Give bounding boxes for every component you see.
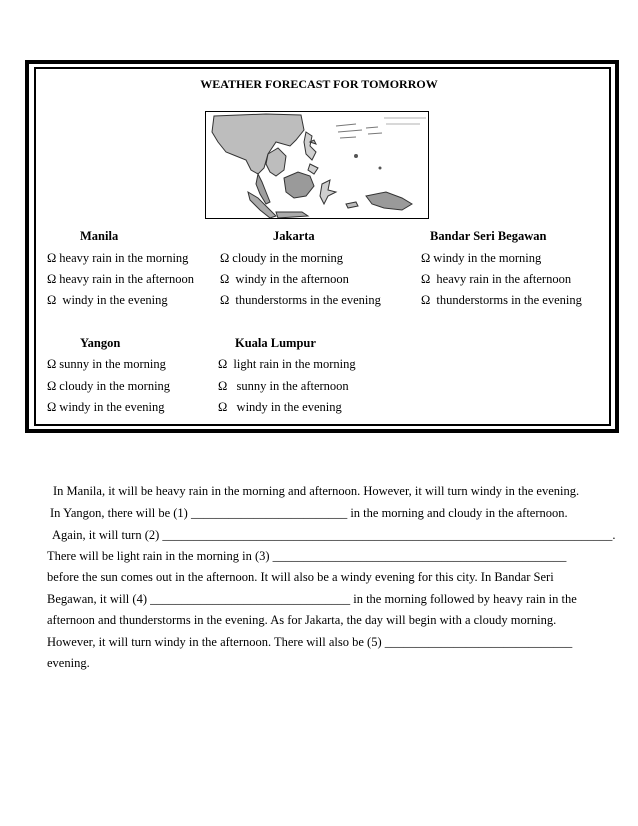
paragraph-line: Again, it will turn (2) ________________________________________________________________________.	[52, 528, 616, 542]
forecast-item: Ω light rain in the morning	[218, 357, 356, 371]
forecast-item: Ω heavy rain in the afternoon	[47, 272, 194, 286]
forecast-item: Ω windy in the evening	[47, 400, 165, 414]
paragraph-line: However, it will turn windy in the afternoon. There will also be (5) ______________________________	[47, 635, 573, 649]
omega-bullet-icon: Ω	[218, 357, 228, 371]
forecast-title: WEATHER FORECAST FOR TOMORROW	[200, 77, 438, 91]
southeast-asia-map	[205, 111, 429, 219]
map-drawing	[206, 112, 429, 219]
forecast-item: Ω thunderstorms in the evening	[220, 293, 381, 307]
forecast-item: Ω heavy rain in the afternoon	[421, 272, 572, 286]
city-heading-manila: Manila	[80, 229, 119, 243]
forecast-item: Ω cloudy in the morning	[220, 251, 344, 265]
city-heading-yangon: Yangon	[80, 336, 121, 350]
paragraph-line: before the sun comes out in the afternoon. It will also be a windy evening for this city. In Bandar Seri	[47, 570, 554, 584]
omega-bullet-icon: Ω	[47, 379, 57, 393]
omega-bullet-icon: Ω	[421, 272, 431, 286]
paragraph-line: afternoon and thunderstorms in the evening. As for Jakarta, the day will begin with a cloudy morning.	[47, 613, 557, 627]
paragraph-line: Begawan, it will (4) ________________________________ in the morning followed by heavy rain in the	[47, 592, 577, 606]
forecast-item: Ω sunny in the morning	[47, 357, 166, 371]
forecast-item: Ω windy in the morning	[421, 251, 542, 265]
omega-bullet-icon: Ω	[218, 379, 228, 393]
omega-bullet-icon: Ω	[47, 400, 57, 414]
forecast-item: Ω thunderstorms in the evening	[421, 293, 582, 307]
paragraph-line: evening.	[47, 656, 90, 670]
paragraph-line: In Yangon, there will be (1) _________________________ in the morning and cloudy in the afternoon.	[50, 506, 568, 520]
omega-bullet-icon: Ω	[421, 251, 431, 265]
paragraph-line: In Manila, it will be heavy rain in the morning and afternoon. However, it will turn windy in the evening.	[53, 484, 580, 498]
omega-bullet-icon: Ω	[421, 293, 431, 307]
omega-bullet-icon: Ω	[47, 293, 57, 307]
omega-bullet-icon: Ω	[220, 272, 230, 286]
omega-bullet-icon: Ω	[47, 272, 57, 286]
omega-bullet-icon: Ω	[47, 251, 57, 265]
city-heading-kuala-lumpur: Kuala Lumpur	[235, 336, 316, 350]
omega-bullet-icon: Ω	[220, 251, 230, 265]
omega-bullet-icon: Ω	[47, 357, 57, 371]
forecast-item: Ω windy in the afternoon	[220, 272, 349, 286]
city-heading-bandar-seri-begawan: Bandar Seri Begawan	[430, 229, 547, 243]
forecast-item: Ω sunny in the afternoon	[218, 379, 349, 393]
paragraph-line: There will be light rain in the morning in (3) _______________________________________________	[47, 549, 567, 563]
forecast-item: Ω heavy rain in the morning	[47, 251, 189, 265]
forecast-item: Ω windy in the evening	[218, 400, 342, 414]
forecast-item: Ω cloudy in the morning	[47, 379, 171, 393]
forecast-item: Ω windy in the evening	[47, 293, 168, 307]
omega-bullet-icon: Ω	[218, 400, 228, 414]
city-heading-jakarta: Jakarta	[273, 229, 315, 243]
omega-bullet-icon: Ω	[220, 293, 230, 307]
